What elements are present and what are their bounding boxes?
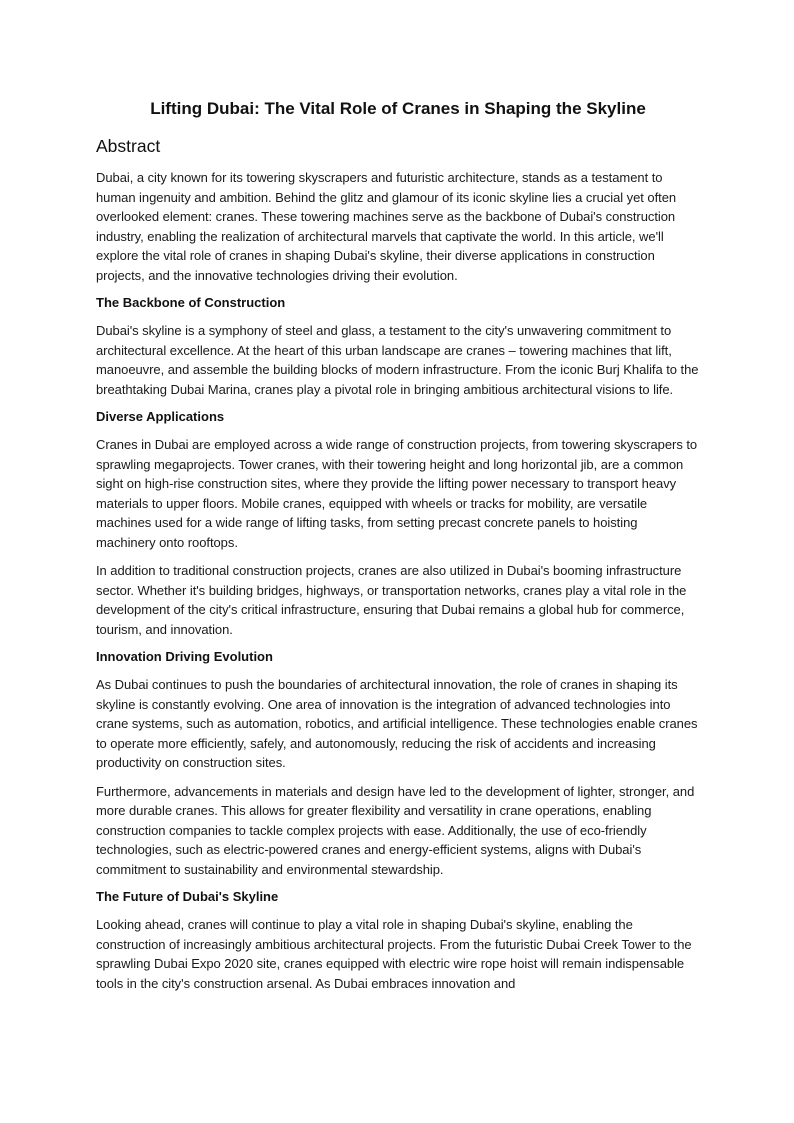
abstract-paragraph: Dubai, a city known for its towering skyscrapers and futuristic architecture, stands as a testament to human ingenuity and ambition. Behind the glitz and glamour of its iconic skyline lies a crucial yet often overlooked element: cranes. These towering machines serve as the backbone of Dubai's construction industry, enabling the realization of architectural marvels that captivate the world. In this article, we'll explore the vital role of cranes in shaping Dubai's skyline, their diverse applications in construction projects, and the innovative technologies driving their evolution.	[96, 170, 677, 283]
section-paragraph: Dubai's skyline is a symphony of steel and glass, a testament to the city's unwavering commitment to architectural excellence. At the heart of this urban landscape are cranes – towering machines that lift, manoeuvre, and assemble the building blocks of modern infrastructure. From the iconic Burj Khalifa to the breathtaking Dubai Marina, cranes play a pivotal role in bringing ambitious architectural visions to life.	[96, 323, 699, 397]
section-diverse-applications	[96, 408, 700, 639]
section-backbone	[96, 294, 700, 399]
section-paragraph: In addition to traditional construction projects, cranes are also utilized in Dubai's booming infrastructure sector. Whether it's building bridges, highways, or transportation networks, cranes play a vital role in the development of the city's critical infrastructure, ensuring that Dubai remains a global hub for commerce, tourism, and innovation.	[96, 563, 687, 637]
section-paragraph: As Dubai continues to push the boundaries of architectural innovation, the role of cranes in shaping its skyline is constantly evolving. One area of innovation is the integration of advanced technologies into crane systems, such as automation, robotics, and artificial intelligence. These technologies enable cranes to operate more efficiently, safely, and autonomously, reducing the risk of accidents and increasing productivity on construction sites.	[96, 677, 698, 770]
section-innovation	[96, 648, 700, 879]
section-paragraph: Looking ahead, cranes will continue to play a vital role in shaping Dubai's skyline, enabling the construction of increasingly ambitious architectural projects. From the futuristic Dubai Creek Tower to the sprawling Dubai Expo 2020 site, cranes equipped with electric wire rope hoist will remain indispensable tools in the city's construction arsenal. As Dubai embraces innovation and	[96, 917, 692, 991]
section-heading: The Future of Dubai's Skyline	[96, 889, 279, 904]
section-paragraph: Cranes in Dubai are employed across a wide range of construction projects, from towering skyscrapers to sprawling megaprojects. Tower cranes, with their towering height and long horizontal jib, are a common sight on high-rise construction sites, where they provide the lifting power necessary to transport heavy materials to upper floors. Mobile cranes, equipped with wheels or tracks for mobility, are versatile machines used for a wide range of lifting tasks, from setting precast concrete panels to hoisting machinery onto rooftops.	[96, 437, 698, 550]
document-title: Lifting Dubai: The Vital Role of Cranes in Shaping the Skyline	[150, 99, 646, 118]
document-page	[96, 97, 700, 1002]
section-heading: Innovation Driving Evolution	[96, 649, 273, 664]
section-heading: The Backbone of Construction	[96, 295, 286, 310]
section-paragraph: Furthermore, advancements in materials and design have led to the development of lighter, stronger, and more durable cranes. This allows for greater flexibility and versatility in crane operations, enabling construction companies to tackle complex projects with ease. Additionally, the use of eco-friendly technologies, such as electric-powered cranes and energy-efficient systems, aligns with Dubai's commitment to sustainability and environmental stewardship.	[96, 783, 695, 877]
abstract-heading: Abstract	[96, 136, 161, 156]
section-future	[96, 888, 700, 993]
section-heading: Diverse Applications	[96, 409, 225, 424]
